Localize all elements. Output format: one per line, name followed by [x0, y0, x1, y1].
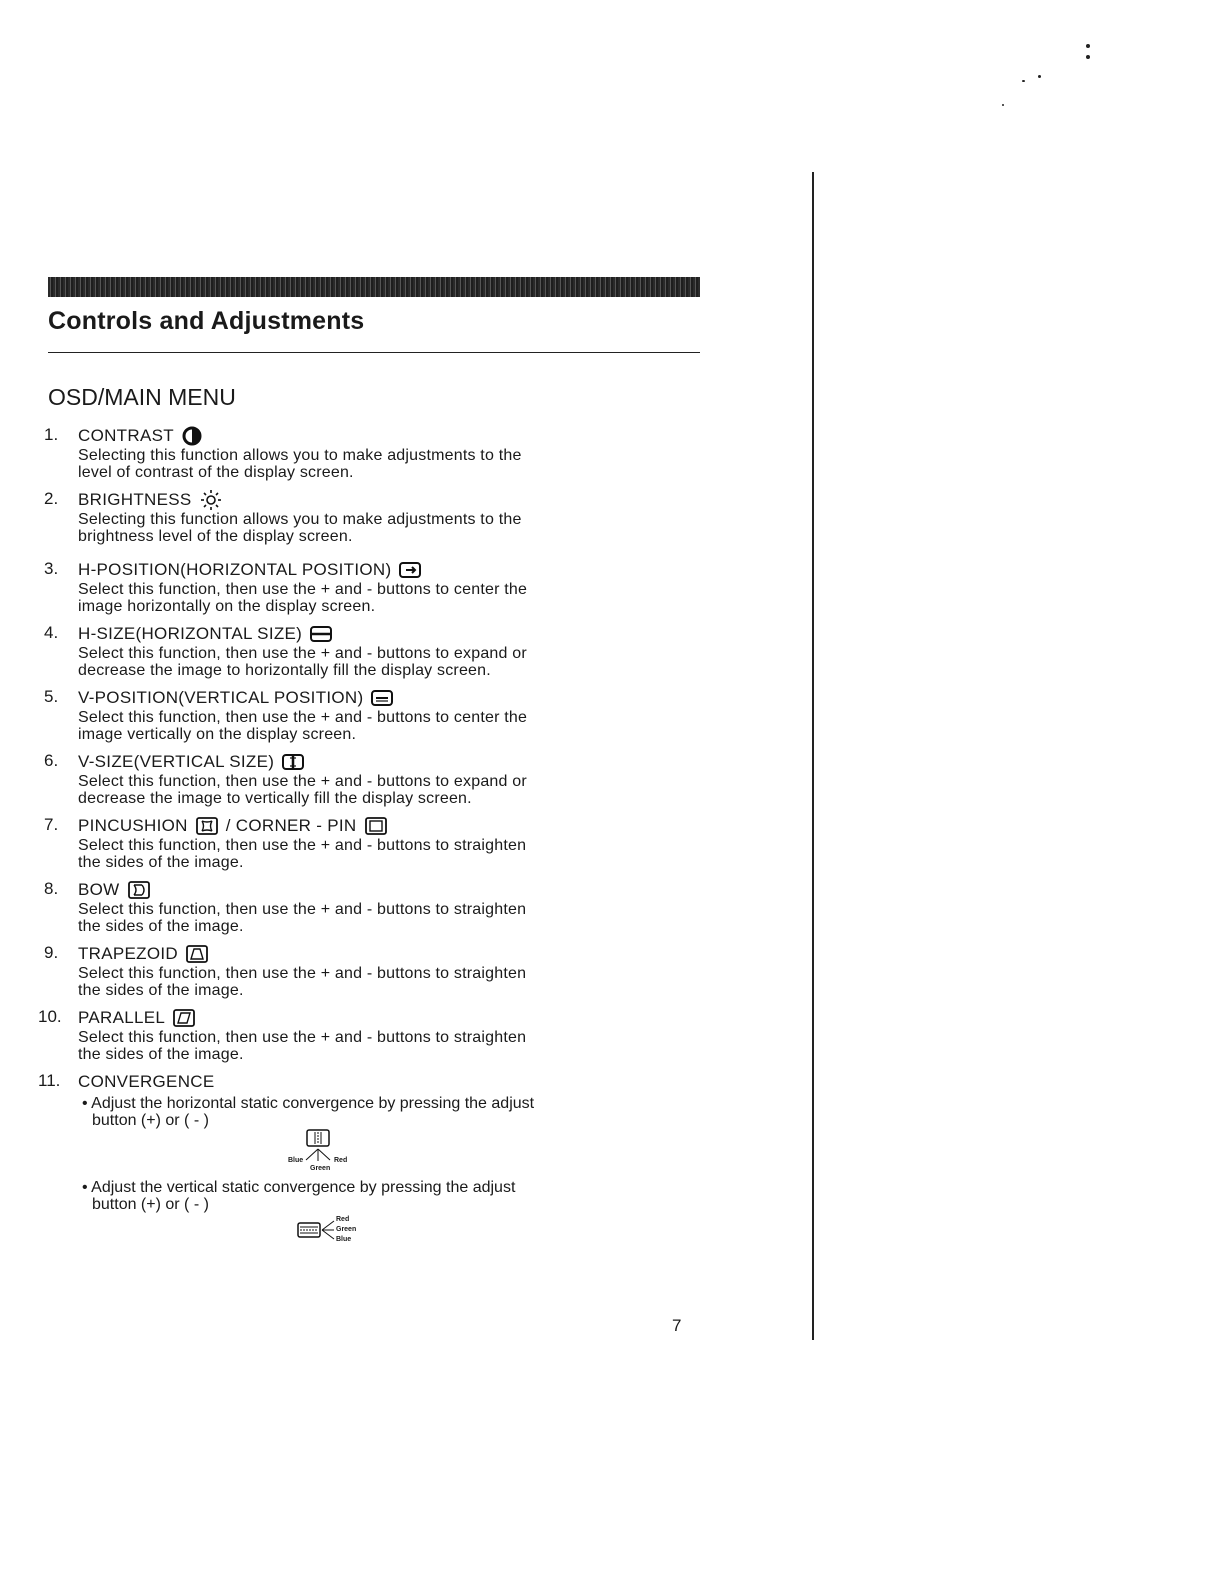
scan-speck — [1086, 44, 1090, 48]
item-desc-line: the sides of the image. — [78, 918, 244, 935]
item-number: 8. — [44, 879, 59, 898]
item-desc-line: the sides of the image. — [78, 982, 244, 999]
item-desc-line: image horizontally on the display screen. — [78, 598, 376, 615]
menu-item-h-size — [44, 623, 684, 679]
item-title: CONTRAST — [78, 426, 174, 445]
scan-speck — [1022, 80, 1025, 82]
convergence-bullet-vertical — [78, 1179, 684, 1213]
item-desc-line: level of contrast of the display screen. — [78, 464, 354, 481]
bullet-line: button (+) or ( - ) — [92, 1112, 209, 1129]
contrast-icon — [182, 426, 202, 446]
item-number: 4. — [44, 623, 59, 642]
diagram-label-red: Red — [334, 1157, 348, 1164]
brightness-icon — [200, 489, 222, 511]
corner-pin-icon — [365, 817, 387, 835]
menu-item-bow — [44, 879, 684, 935]
diagram-label-red: Red — [336, 1216, 350, 1223]
item-desc-line: image vertically on the display screen. — [78, 726, 357, 743]
section-header-band — [48, 277, 700, 297]
item-desc-line: Select this function, then use the + and - buttons to expand or — [78, 773, 527, 790]
item-number: 10. — [38, 1007, 62, 1026]
item-desc-line: decrease the image to vertically fill the display screen. — [78, 790, 472, 807]
item-number: 5. — [44, 687, 59, 706]
scan-speck — [1038, 75, 1041, 78]
h-size-icon — [310, 626, 332, 642]
item-number: 11. — [38, 1071, 61, 1090]
menu-item-v-position — [44, 687, 684, 743]
item-number: 1. — [44, 425, 59, 444]
v-position-icon — [371, 690, 393, 706]
diagram-label-blue: Blue — [336, 1236, 352, 1243]
menu-item-convergence — [38, 1071, 684, 1247]
item-title: V-POSITION(VERTICAL POSITION) — [78, 688, 364, 707]
title-divider — [48, 352, 700, 353]
item-desc-line: decrease the image to horizontally fill the display screen. — [78, 662, 491, 679]
menu-heading: OSD/MAIN MENU — [48, 384, 236, 410]
item-number: 6. — [44, 751, 59, 770]
trapezoid-icon — [186, 945, 208, 963]
item-desc-line: Select this function, then use the + and - buttons to expand or — [78, 645, 527, 662]
section-title: Controls and Adjustments — [48, 307, 365, 335]
item-title: BRIGHTNESS — [78, 490, 192, 509]
item-desc-line: the sides of the image. — [78, 1046, 244, 1063]
pincushion-icon — [196, 817, 218, 835]
page-number: 7 — [672, 1316, 682, 1335]
diagram-label-green: Green — [336, 1226, 357, 1233]
item-desc-line: Select this function, then use the + and - buttons to center the — [78, 581, 528, 598]
v-size-icon — [282, 754, 304, 770]
parallel-icon — [173, 1009, 195, 1027]
menu-item-h-position — [44, 559, 684, 615]
h-position-icon — [399, 562, 421, 578]
item-desc-line: Select this function, then use the + and - buttons to straighten — [78, 837, 527, 854]
diagram-label-blue: Blue — [288, 1157, 304, 1164]
menu-item-brightness — [44, 489, 684, 545]
item-desc-line: Selecting this function allows you to make adjustments to the — [78, 447, 522, 464]
menu-item-trapezoid — [44, 943, 684, 999]
bullet-line: • Adjust the vertical static convergence by pressing the adjust — [82, 1179, 516, 1196]
item-title: PARALLEL — [78, 1008, 166, 1027]
item-number: 3. — [44, 559, 59, 578]
item-desc-line: Selecting this function allows you to make adjustments to the — [78, 511, 522, 528]
item-number: 7. — [44, 815, 59, 834]
item-number: 9. — [44, 943, 59, 962]
item-desc-line: Select this function, then use the + and - buttons to center the — [78, 709, 528, 726]
menu-items-list — [38, 425, 684, 1255]
bow-icon — [128, 881, 150, 899]
item-desc-line: Select this function, then use the + and - buttons to straighten — [78, 901, 527, 918]
item-title: H-POSITION(HORIZONTAL POSITION) — [78, 560, 392, 579]
bullet-line: button (+) or ( - ) — [92, 1196, 209, 1213]
item-title: CONVERGENCE — [78, 1072, 215, 1091]
margin-rule — [812, 172, 814, 1340]
menu-item-parallel — [38, 1007, 684, 1063]
item-title: H-SIZE(HORIZONTAL SIZE) — [78, 624, 303, 643]
horizontal-convergence-diagram — [288, 1129, 368, 1173]
item-desc-line: the sides of the image. — [78, 854, 244, 871]
menu-item-v-size — [44, 751, 684, 807]
item-title: BOW — [78, 880, 120, 899]
bullet-line: • Adjust the horizontal static convergence by pressing the adjust — [82, 1095, 535, 1112]
diagram-label-green: Green — [310, 1165, 331, 1172]
item-number: 2. — [44, 489, 59, 508]
item-desc-line: Select this function, then use the + and - buttons to straighten — [78, 965, 527, 982]
convergence-bullet-horizontal — [78, 1095, 684, 1129]
item-desc-line: Select this function, then use the + and - buttons to straighten — [78, 1029, 527, 1046]
vertical-convergence-diagram — [294, 1213, 374, 1247]
item-title: V-SIZE(VERTICAL SIZE) — [78, 752, 275, 771]
item-title-secondary: / CORNER - PIN — [225, 816, 357, 835]
item-desc-line: brightness level of the display screen. — [78, 528, 353, 545]
item-title: TRAPEZOID — [78, 944, 178, 963]
scan-speck — [1002, 104, 1004, 106]
scan-speck — [1086, 55, 1090, 59]
menu-item-pincushion — [44, 815, 684, 871]
item-title: PINCUSHION — [78, 816, 188, 835]
menu-item-contrast — [44, 425, 684, 481]
